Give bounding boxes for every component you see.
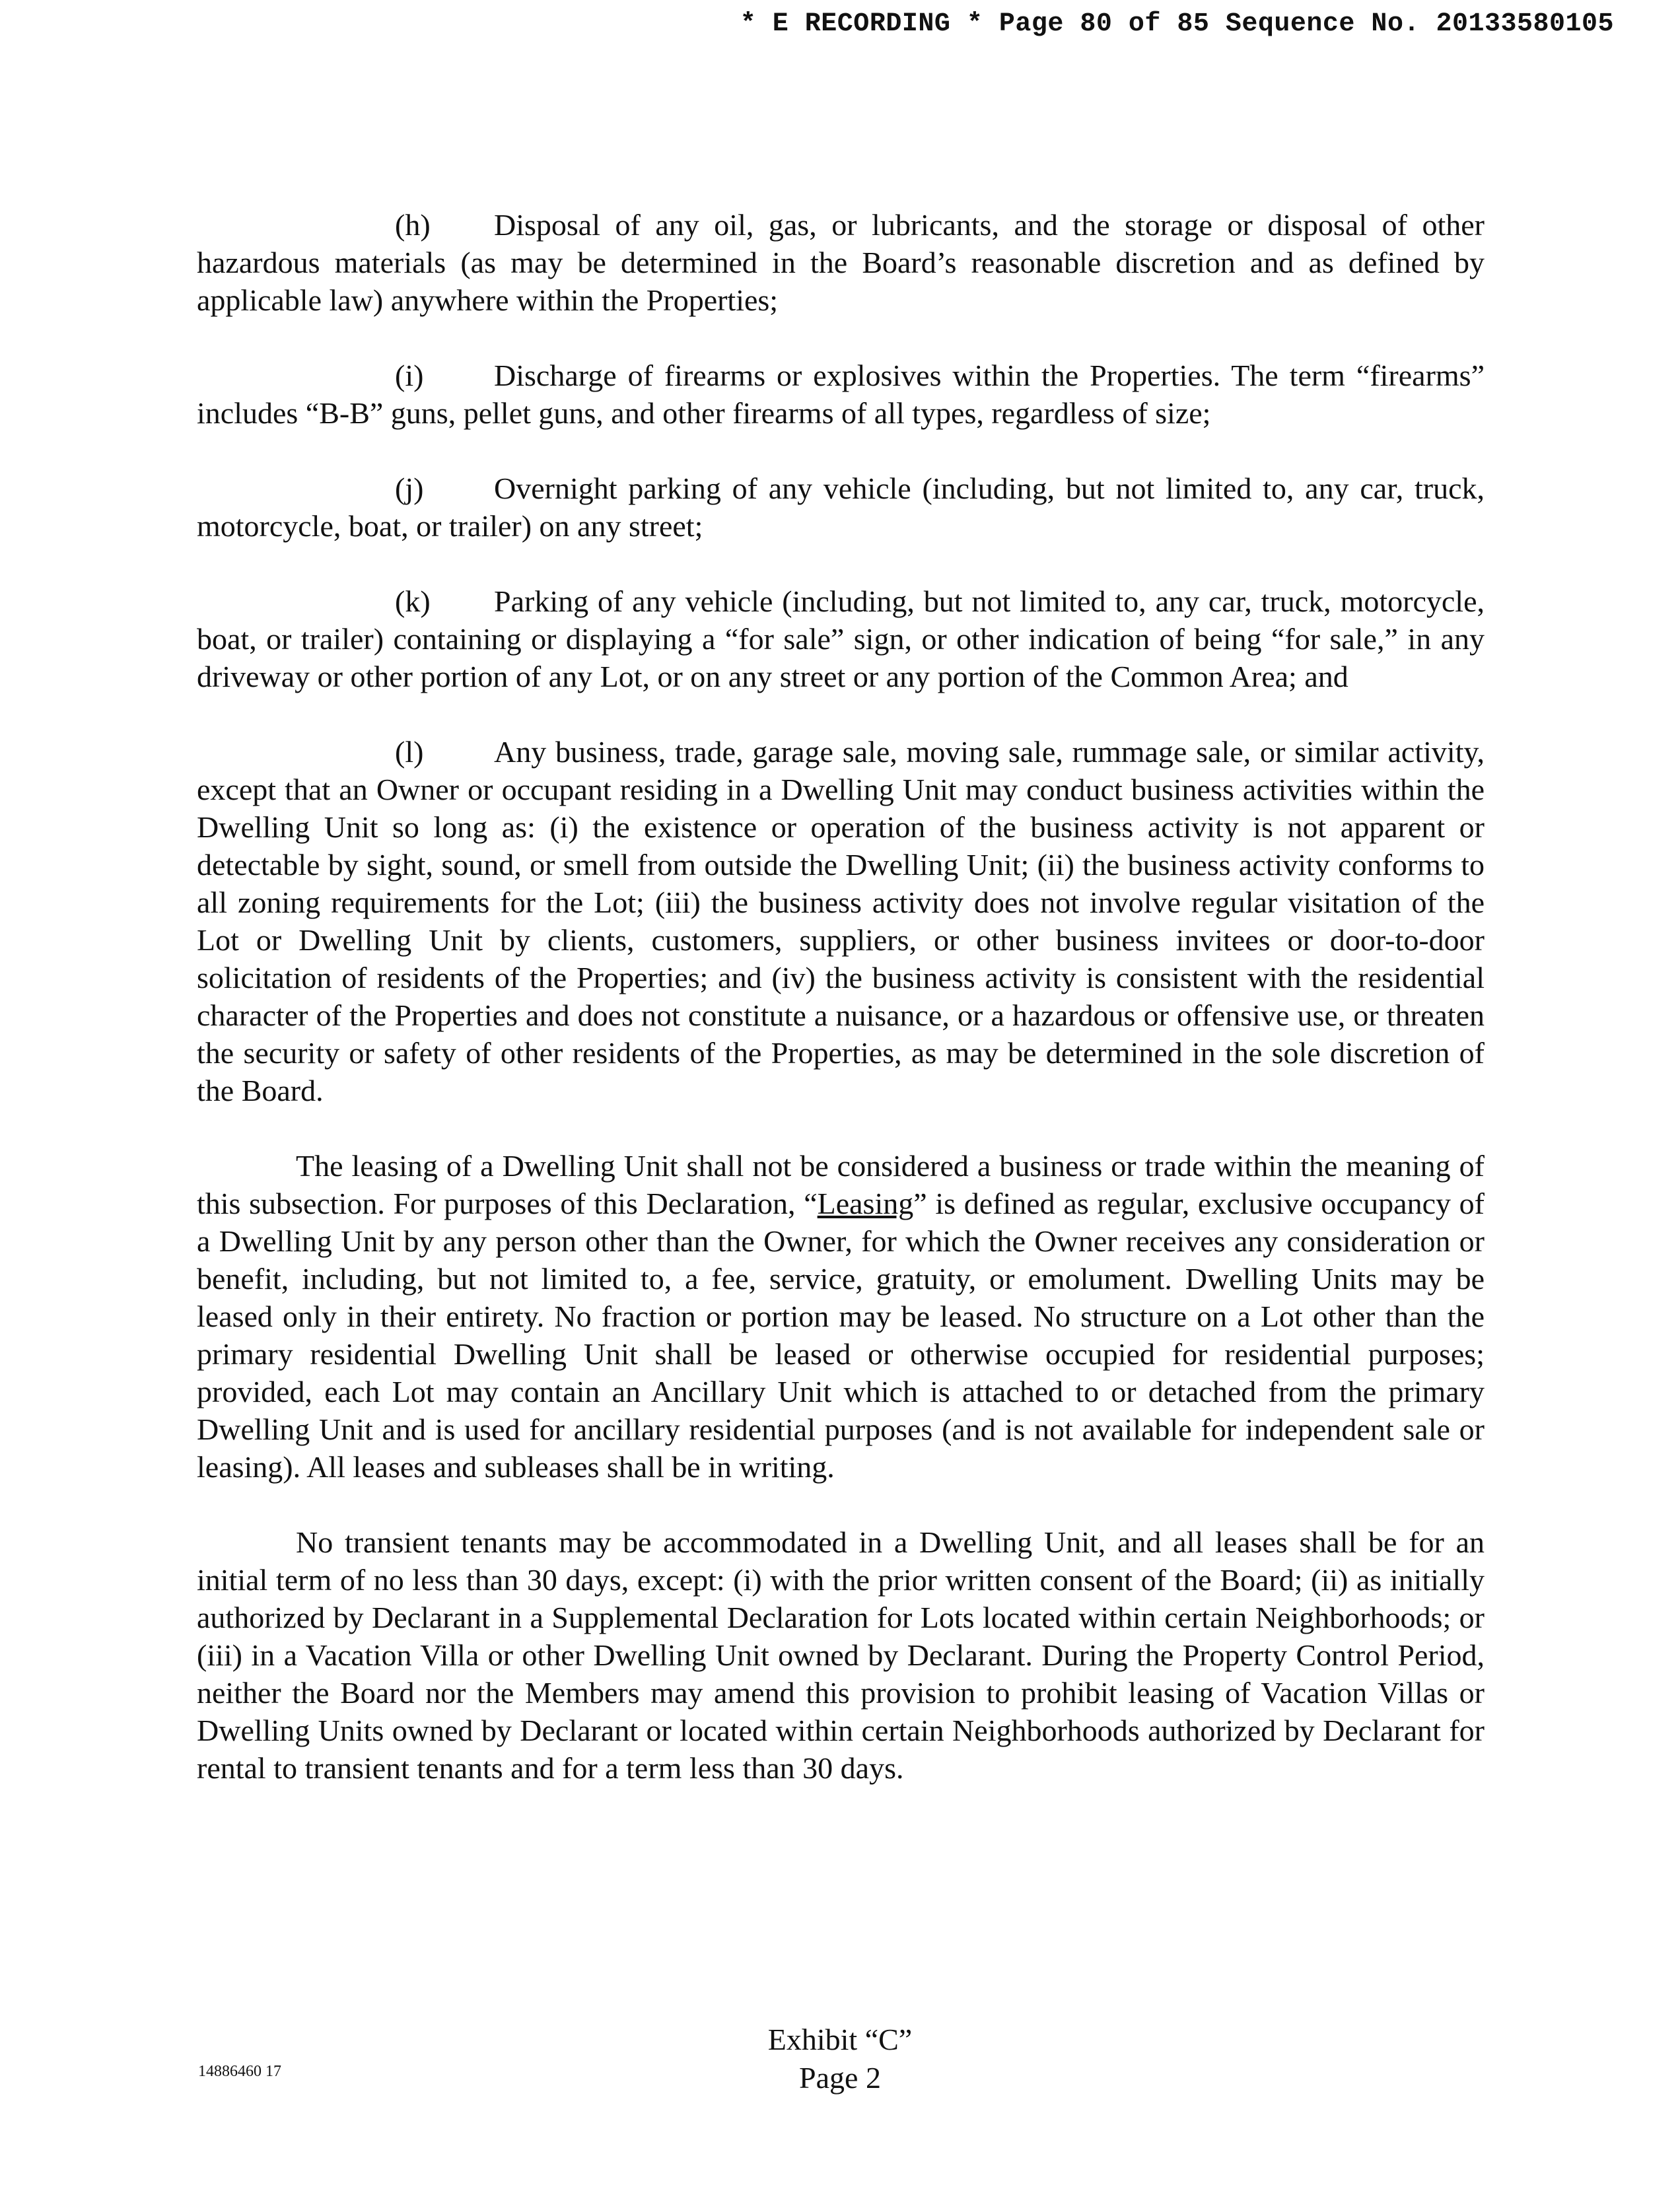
leasing-text-before: The leasing of a Dwelling Unit shall not be considered a business or trade within the meaning of this subsection. For purposes of this Declaration, “ [197, 1149, 1485, 1220]
document-number: 14886460 17 [198, 2063, 281, 2080]
item-text: Any business, trade, garage sale, moving sale, rummage sale, or similar activity, except that an Owner or occupant residing in a Dwelling Unit may conduct business activities within the Dwelling Unit so long as: (i) the existence or operation of the business activity is not apparent or detectable by sight, sound, or smell from outside the Dwelling Unit; (ii) the business activity conforms to all zoning requirements for the Lot; (iii) the business activity does not involve regular visitation of the Lot or Dwelling Unit by clients, customers, suppliers, or other business invitees or door-to-door solicitation of residents of the Properties; and (iv) the business activity is consistent with the residential character of the Properties and does not constitute a nuisance, or a hazardous or offensive use, or threaten the security or safety of other residents of the Properties, as may be determined in the sole discretion of the Board. [197, 735, 1485, 1107]
list-item [197, 357, 1485, 432]
list-item [197, 733, 1485, 1109]
item-label: (l) [395, 735, 424, 769]
item-text: Overnight parking of any vehicle (including, but not limited to, any car, truck, motorcycle, boat, or trailer) on any street; [197, 471, 1485, 543]
leasing-text-after: ” is defined as regular, exclusive occupancy of a Dwelling Unit by any person other than the Owner, for which the Owner receives any consideration or benefit, including, but not limited to, a fee, service, gratuity, or emolument. Dwelling Units may be leased only in their entirety. No fraction or portion may be leased. No structure on a Lot other than the primary residential Dwelling Unit shall be leased or otherwise occupied for residential purposes; provided, each Lot may contain an Ancillary Unit which is attached to or detached from the primary Dwelling Unit and is used for ancillary residential purposes (and is not available for independent sale or leasing). All leases and subleases shall be in writing. [197, 1187, 1485, 1484]
list-item [197, 206, 1485, 319]
leasing-paragraph [197, 1147, 1485, 1486]
recording-header: * E RECORDING * Page 80 of 85 Sequence No. 20133580105 [740, 9, 1614, 39]
defined-term-leasing: Leasing [817, 1187, 914, 1220]
item-text: Discharge of firearms or explosives within the Properties. The term “firearms” includes “B-B” guns, pellet guns, and other firearms of all types, regardless of size; [197, 359, 1485, 430]
page-footer [0, 2021, 1680, 2097]
item-text: Disposal of any oil, gas, or lubricants, and the storage or disposal of other hazardous materials (as may be determined in the Board’s reasonable discretion and as defined by applicable law) anywhere within the Properties; [197, 208, 1485, 317]
exhibit-label: Exhibit “C” [767, 2023, 913, 2056]
item-label: (j) [395, 471, 424, 505]
item-label: (k) [395, 584, 431, 618]
transient-tenants-paragraph: No transient tenants may be accommodated in a Dwelling Unit, and all leases shall be for an initial term of no less than 30 days, except: (i) with the prior written consent of the Board; (ii) as initially authorized by Declarant in a Supplemental Declaration for Lots located within certain Neighborhoods; or (iii) in a Vacation Villa or other Dwelling Unit owned by Declarant. During the Property Control Period, neither the Board nor the Members may amend this provision to prohibit leasing of Vacation Villas or Dwelling Units owned by Declarant or located within certain Neighborhoods authorized by Declarant for rental to transient tenants and for a term less than 30 days. [197, 1525, 1485, 1785]
item-label: (i) [395, 359, 424, 392]
list-item [197, 469, 1485, 545]
page-number: Page 2 [799, 2061, 881, 2095]
document-body [197, 206, 1485, 1824]
list-item [197, 582, 1485, 695]
item-text: Parking of any vehicle (including, but not limited to, any car, truck, motorcycle, boat, or trailer) containing or displaying a “for sale” sign, or other indication of being “for sale,” in any driveway or other portion of any Lot, or on any street or any portion of the Common Area; and [197, 584, 1485, 693]
item-label: (h) [395, 208, 431, 242]
